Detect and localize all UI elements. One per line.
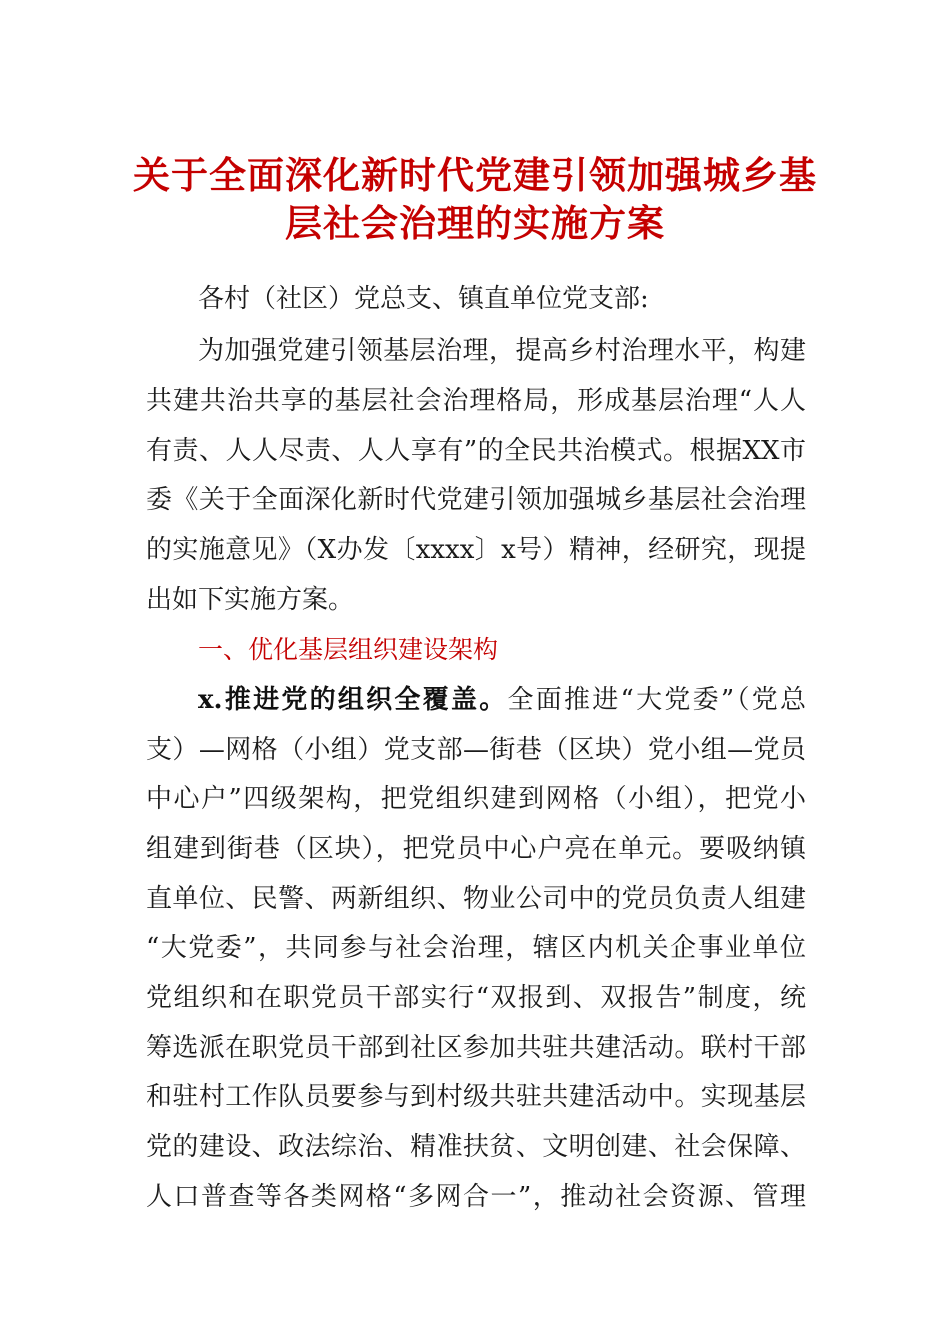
- intro-line: 的实施意见》（X办发〔xxxx〕x号）精神，经研究，现提: [146, 535, 806, 565]
- item-1-line: 组建到街巷（区块），把党员中心户亮在单元。要吸纳镇: [146, 834, 806, 864]
- item-1-first-line: [198, 683, 806, 717]
- item-1-lead: x.推进党的组织全覆盖。: [198, 685, 508, 715]
- item-1-line: 直单位、民警、两新组织、物业公司中的党员负责人组建: [146, 884, 806, 914]
- intro-line: 委《关于全面深化新时代党建引领加强城乡基层社会治理: [146, 485, 806, 515]
- salutation: 各村（社区）党总支、镇直单位党支部:: [198, 284, 649, 314]
- intro-line: 有责、人人尽责、人人享有”的全民共治模式。根据XX市: [146, 436, 806, 466]
- item-1-line: 和驻村工作队员要参与到村级共驻共建活动中。实现基层: [146, 1082, 806, 1112]
- document-title-line-1: 关于全面深化新时代党建引领加强城乡基: [133, 153, 817, 197]
- item-1-first-line-rest: 全面推进“大党委”（党总: [507, 685, 806, 715]
- document-title-line-2: 层社会治理的实施方案: [285, 201, 665, 245]
- intro-line: 共建共治共享的基层社会治理格局，形成基层治理“人人: [146, 386, 806, 416]
- intro-line: 为加强党建引领基层治理，提高乡村治理水平，构建: [198, 336, 806, 366]
- item-1-line: 党组织和在职党员干部实行“双报到、双报告”制度，统: [146, 983, 806, 1013]
- intro-line: 出如下实施方案。: [146, 585, 355, 615]
- item-1-line: 中心户”四级架构，把党组织建到网格（小组），把党小: [146, 784, 806, 814]
- item-1-line: 筹选派在职党员干部到社区参加共驻共建活动。联村干部: [146, 1033, 806, 1063]
- item-1-line: 支）—网格（小组）党支部—街巷（区块）党小组—党员: [146, 735, 806, 765]
- item-1-line: 人口普查等各类网格“多网合一”，推动社会资源、管理: [146, 1182, 806, 1212]
- item-1-line: “大党委”，共同参与社会治理，辖区内机关企事业单位: [146, 933, 806, 963]
- item-1-line: 党的建设、政法综治、精准扶贫、文明创建、社会保障、: [146, 1132, 806, 1162]
- section-heading: 一、优化基层组织建设架构: [198, 635, 499, 664]
